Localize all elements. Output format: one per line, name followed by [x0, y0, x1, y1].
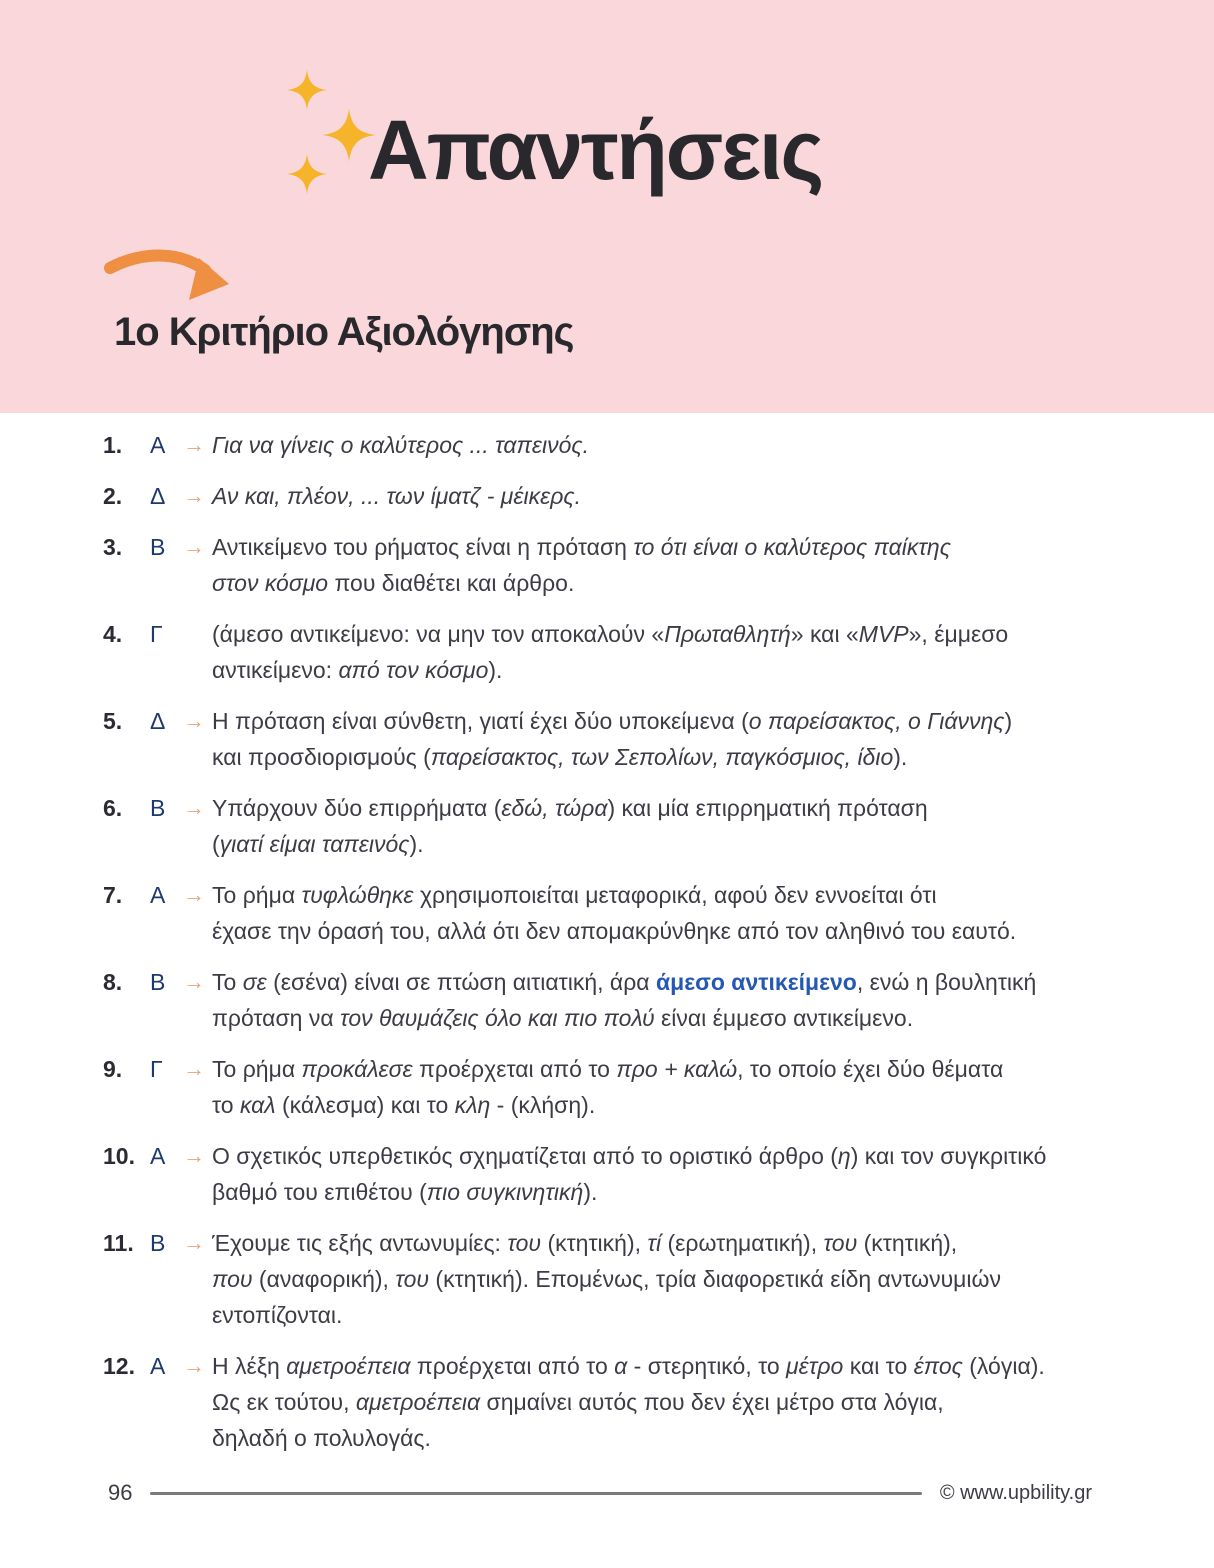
answer-letter: Β: [150, 534, 166, 560]
answer-arrow-icon: →: [183, 1353, 205, 1378]
answer-text: Αντικείμενο του ρήματος είναι η πρόταση το ότι είναι ο καλύτερος παίκτης στον κόσμο που διαθέτει και άρθρο.: [212, 534, 951, 596]
answer-row: [103, 616, 1154, 688]
page-footer: [0, 1480, 1214, 1506]
answer-number: 7.: [103, 882, 123, 908]
page-title: Απαντήσεις: [368, 103, 823, 197]
copyright-text: © www.upbility.gr: [939, 1481, 1092, 1504]
answers-list: [0, 413, 1214, 1471]
answer-letter: Α: [150, 1143, 166, 1169]
answer-letter: Α: [150, 1353, 166, 1379]
answer-letter: Γ: [150, 1056, 163, 1082]
answer-row: [103, 790, 1154, 862]
curved-arrow-icon: [103, 246, 233, 306]
answer-number: 1.: [103, 432, 123, 458]
answer-letter: Δ: [150, 708, 166, 734]
answer-number: 4.: [103, 621, 123, 647]
answer-number: 9.: [103, 1056, 123, 1082]
answer-number: 12.: [103, 1353, 135, 1379]
answer-text: Η λέξη αμετροέπεια προέρχεται από το α - στερητικό, το μέτρο και το έπος (λόγια). Ως εκ τούτου, αμετροέπεια σημαίνει αυτός που δεν έχει μέτρο στα λόγια, δηλαδή ο πολυλογάς.: [212, 1353, 1045, 1451]
answer-row: [103, 1348, 1154, 1456]
answer-row: [103, 1138, 1154, 1210]
answer-number: 3.: [103, 534, 123, 560]
answer-number: 6.: [103, 795, 123, 821]
answer-number: 11.: [103, 1230, 134, 1256]
answer-text: Ο σχετικός υπερθετικός σχηματίζεται από το οριστικό άρθρο (η) και τον συγκριτικό βαθμό του επιθέτου (πιο συγκινητική).: [212, 1143, 1047, 1205]
answer-number: 5.: [103, 708, 123, 734]
answer-letter: Α: [150, 882, 166, 908]
answer-text: Υπάρχουν δύο επιρρήματα (εδώ, τώρα) και μία επιρρηματική πρόταση (γιατί είμαι ταπεινός).: [212, 795, 928, 857]
answer-arrow-icon: →: [183, 882, 205, 907]
answer-number: 8.: [103, 969, 123, 995]
answer-arrow-icon: →: [183, 534, 205, 559]
page-number: 96: [108, 1480, 133, 1505]
answer-row: [103, 964, 1154, 1036]
answer-text: Το σε (εσένα) είναι σε πτώση αιτιατική, άρα άμεσο αντικείμενο, ενώ η βουλητική πρόταση να τον θαυμάζεις όλο και πιο πολύ είναι έμμεσο αντικείμενο.: [212, 969, 1037, 1031]
answer-arrow-icon: →: [183, 483, 205, 508]
answer-text: Η πρόταση είναι σύνθετη, γιατί έχει δύο υποκείμενα (ο παρείσακτος, ο Γιάννης) και προσδιορισμούς (παρείσακτος, των Σεπολίων, παγκόσμιος, ίδιο).: [212, 708, 1013, 770]
answer-row: [103, 478, 1154, 514]
answer-text: Το ρήμα τυφλώθηκε χρησιμοποιείται μεταφορικά, αφού δεν εννοείται ότι έχασε την όρασή του, αλλά ότι δεν απομακρύνθηκε από τον αληθινό του εαυτό.: [212, 882, 1017, 944]
answer-text: (άμεσο αντικείμενο: να μην τον αποκαλούν «Πρωταθλητή» και «MVP», έμμεσο αντικείμενο: από τον κόσμο).: [212, 621, 1009, 683]
footer-divider: [150, 1492, 921, 1495]
answer-text: Έχουμε τις εξής αντωνυμίες: του (κτητική), τί (ερωτηματική), του (κτητική), που (αναφορική), του (κτητική). Επομένως, τρία διαφορετικά είδη αντωνυμιών εντοπίζονται.: [212, 1230, 1001, 1328]
answer-row: [103, 529, 1154, 601]
answer-letter: Γ: [150, 621, 163, 647]
answer-row: [103, 1051, 1154, 1123]
answer-number: 10.: [103, 1143, 135, 1169]
answer-letter: Β: [150, 795, 166, 821]
answer-row: [103, 427, 1154, 463]
answer-arrow-icon: →: [183, 1056, 205, 1081]
answer-arrow-icon: →: [183, 708, 205, 733]
answer-arrow-icon: →: [183, 795, 205, 820]
answer-row: [103, 1225, 1154, 1333]
answer-number: 2.: [103, 483, 123, 509]
answer-letter: Β: [150, 969, 166, 995]
section-heading: 1ο Κριτήριο Αξιολόγησης: [114, 310, 574, 354]
answer-arrow-icon: →: [183, 969, 205, 994]
answer-text: Αν και, πλέον, ... των ίματζ - μέικερς.: [212, 483, 581, 509]
answer-arrow-icon: →: [183, 432, 205, 457]
answer-row: [103, 877, 1154, 949]
answer-text: Το ρήμα προκάλεσε προέρχεται από το προ + καλώ, το οποίο έχει δύο θέματα το καλ (κάλεσμα) και το κλη - (κλήση).: [212, 1056, 1004, 1118]
answer-arrow-icon: →: [183, 1230, 205, 1255]
answer-text: Για να γίνεις ο καλύτερος ... ταπεινός.: [212, 432, 590, 458]
answer-row: [103, 703, 1154, 775]
answer-arrow-icon: →: [183, 1143, 205, 1168]
answer-letter: Δ: [150, 483, 166, 509]
answer-letter: Α: [150, 432, 166, 458]
answer-letter: Β: [150, 1230, 166, 1256]
header-band: [0, 0, 1214, 413]
